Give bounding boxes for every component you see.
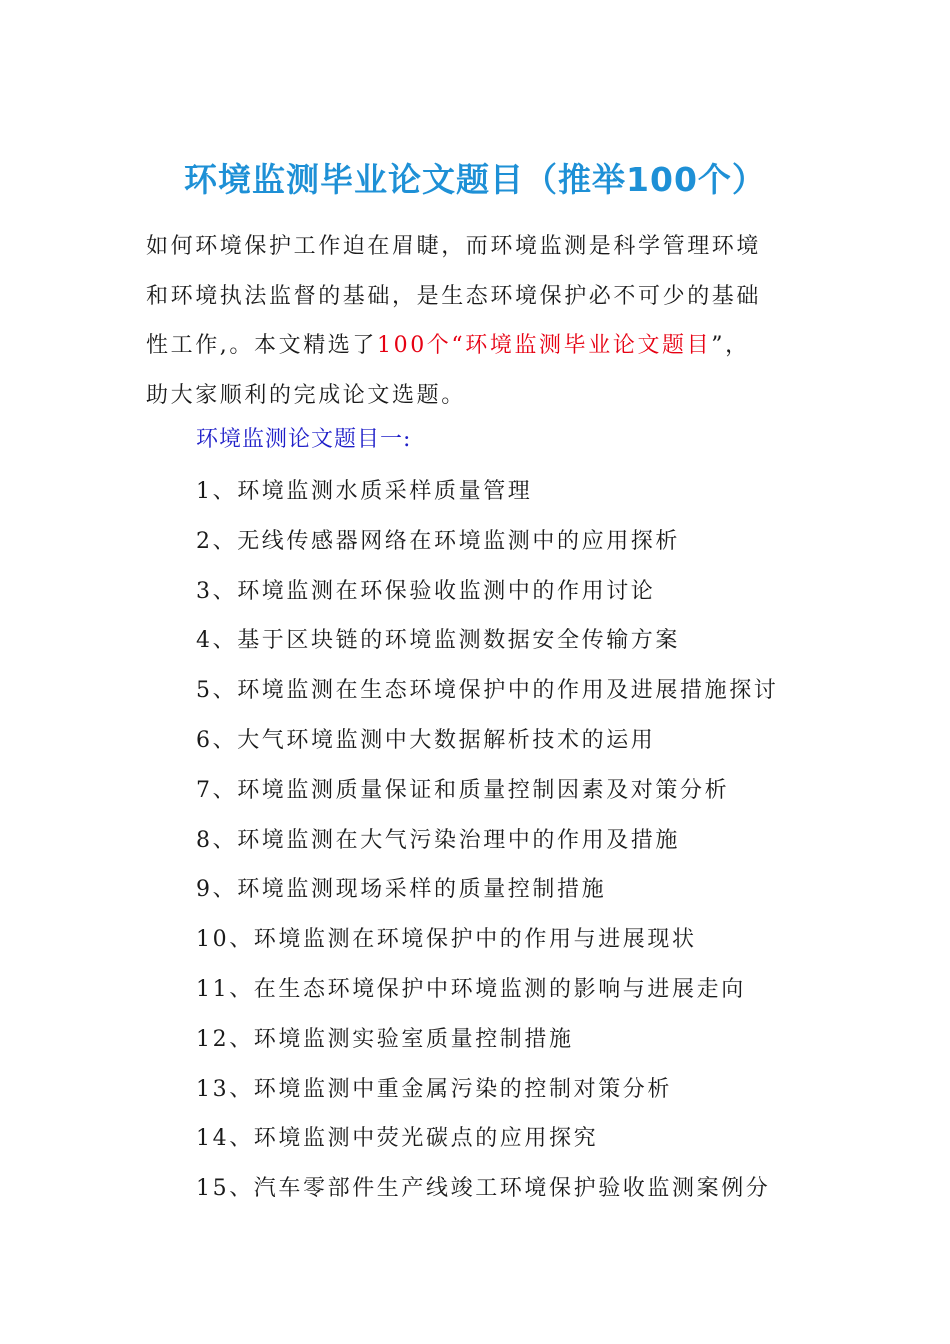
list-item: 15、汽车零部件生产线竣工环境保护验收监测案例分 — [196, 1176, 771, 1202]
list-item: 12、环境监测实验室质量控制措施 — [196, 1026, 574, 1052]
list-item: 5、环境监测在生态环境保护中的作用及进展措施探讨 — [196, 678, 779, 704]
highlighted-title-reference: 100个“环境监测毕业论文题目 — [377, 333, 712, 358]
list-item: 7、环境监测质量保证和质量控制因素及对策分析 — [196, 777, 730, 803]
list-item: 4、基于区块链的环境监测数据安全传输方案 — [196, 628, 680, 654]
list-item: 8、环境监测在大气污染治理中的作用及措施 — [196, 827, 680, 853]
topic-list — [196, 470, 778, 1217]
section-heading: 环境监测论文题目一: — [196, 427, 412, 452]
list-item: 9、环境监测现场采样的质量控制措施 — [196, 877, 607, 903]
list-item: 14、环境监测中荧光碳点的应用探究 — [196, 1126, 599, 1152]
list-item: 10、环境监测在环境保护中的作用与进展现状 — [196, 927, 697, 953]
list-item: 13、环境监测中重金属污染的控制对策分析 — [196, 1076, 672, 1102]
intro-line: 助大家顺利的完成论文选题。 — [146, 382, 466, 408]
intro-text: 性工作,。本文精选了 — [146, 333, 377, 358]
intro-line: 和环境执法监督的基础，是生态环境保护必不可少的基础 — [146, 283, 762, 309]
intro-line — [146, 321, 806, 371]
list-item: 3、环境监测在环保验收监测中的作用讨论 — [196, 578, 656, 604]
intro-text: ”， — [711, 333, 750, 358]
intro-line: 如何环境保护工作迫在眉睫，而环境监测是科学管理环境 — [146, 234, 762, 259]
page-title: 环境监测毕业论文题目（推举100个） — [184, 160, 766, 200]
list-item: 2、无线传感器网络在环境监测中的应用探析 — [196, 528, 680, 554]
list-item: 6、大气环境监测中大数据解析技术的运用 — [196, 727, 656, 753]
intro-paragraph — [146, 222, 806, 420]
list-item: 1、环境监测水质采样质量管理 — [196, 479, 533, 504]
list-item: 11、在生态环境保护中环境监测的影响与进展走向 — [196, 976, 746, 1002]
